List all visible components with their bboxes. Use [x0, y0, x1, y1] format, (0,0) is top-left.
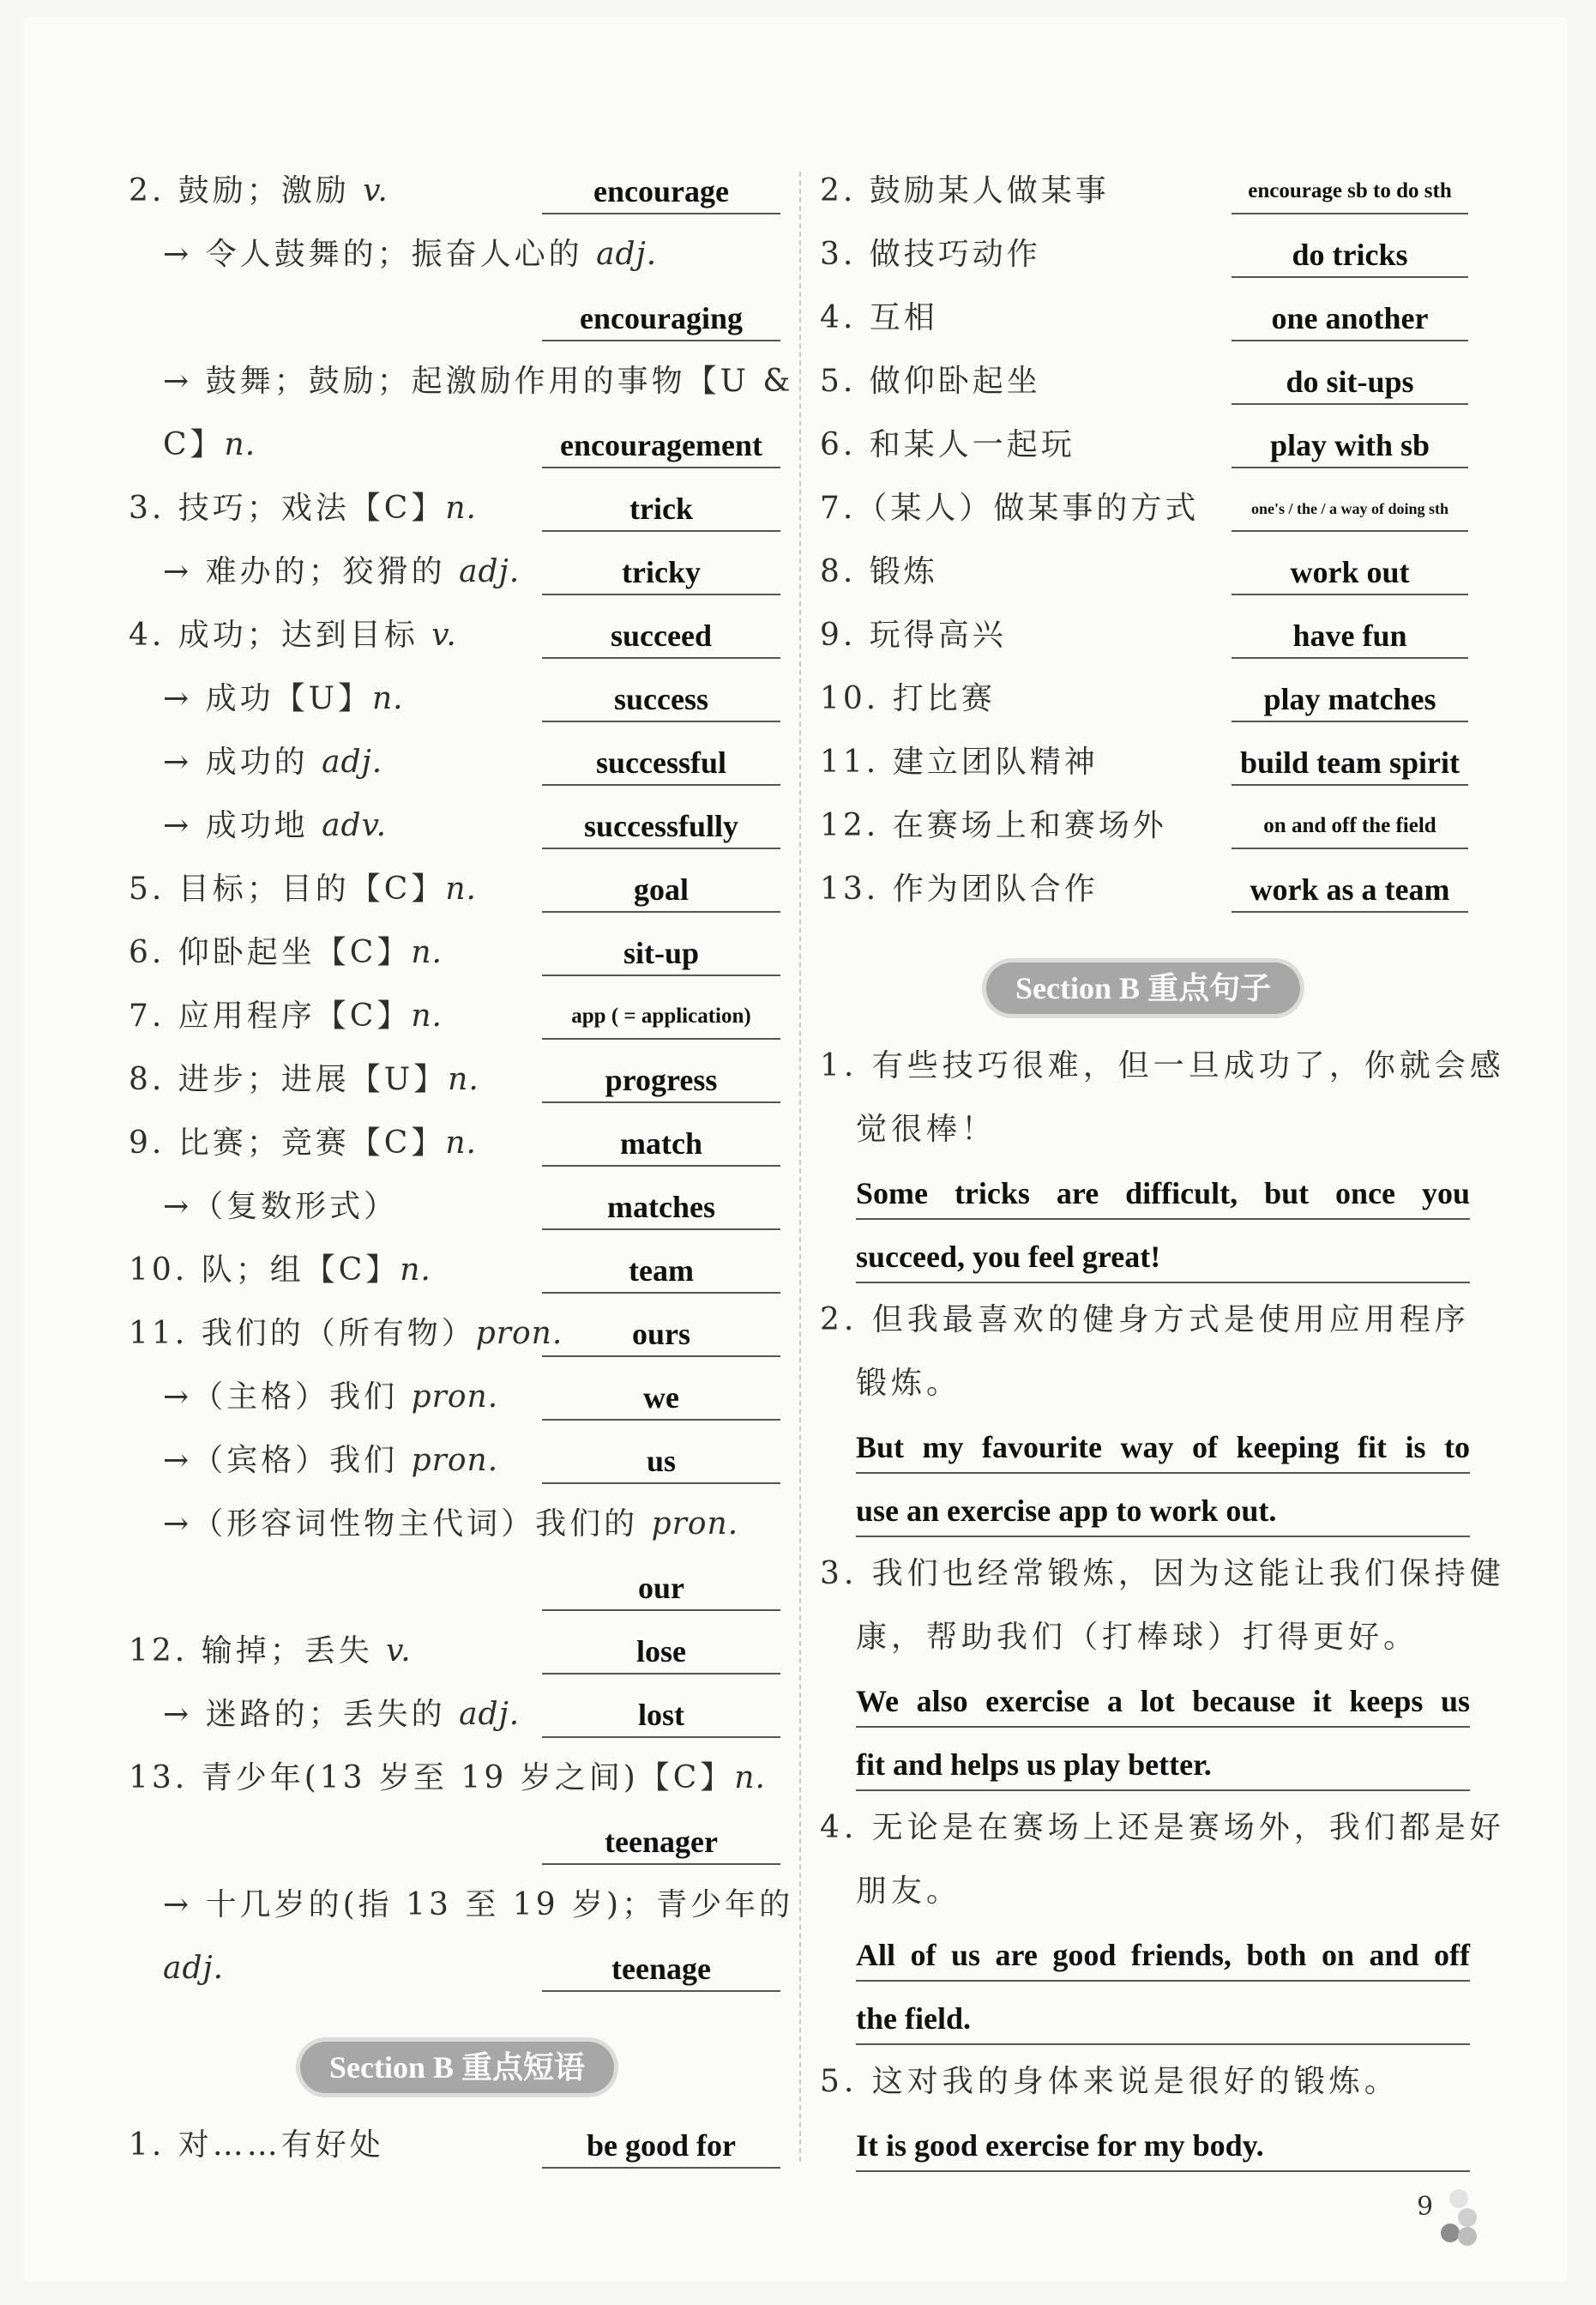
- vocab-prompt: [163, 1937, 224, 2000]
- answer-blank[interactable]: on and off the field: [1232, 794, 1468, 849]
- answer-blank[interactable]: sit-up: [542, 921, 780, 976]
- phrase-prompt: 6. 和某人一起玩: [820, 427, 1075, 462]
- vocab-chinese: C】: [163, 427, 225, 462]
- part-of-speech: adj.: [596, 237, 658, 272]
- vocab-prompt: [129, 604, 457, 667]
- answer-line[interactable]: the field.: [856, 1987, 1470, 2045]
- vocab-prompt: [129, 858, 477, 921]
- answer-blank[interactable]: progress: [542, 1048, 780, 1103]
- vocab-prompt: [163, 413, 256, 477]
- part-of-speech: n.: [224, 427, 256, 462]
- phrase-prompt: 7.（某人）做某事的方式: [820, 491, 1200, 526]
- vocab-prompt: [163, 540, 520, 604]
- vocab-prompt: [129, 477, 477, 540]
- vocab-prompt: [129, 985, 443, 1048]
- answer-blank[interactable]: match: [542, 1112, 780, 1167]
- vocab-chinese: 11. 我们的（所有物）: [129, 1316, 476, 1351]
- answer-blank[interactable]: one's / the / a way of doing sth: [1232, 477, 1468, 532]
- part-of-speech: n.: [448, 1062, 479, 1097]
- vocab-chinese: → 令人鼓舞的；振奋人心的: [163, 237, 597, 272]
- sentence-chinese: 5. 这对我的身体来说是很好的锻炼。: [820, 2064, 1400, 2099]
- vocab-prompt: [163, 1366, 498, 1429]
- vocab-prompt: [129, 1620, 412, 1683]
- vocab-chinese: →（主格）我们: [163, 1379, 412, 1415]
- vocab-chinese: 13. 青少年(13 岁至 19 岁之间)【C】: [129, 1760, 735, 1795]
- answer-blank[interactable]: lose: [542, 1620, 780, 1674]
- vocab-chinese: 10. 队；组【C】: [129, 1252, 401, 1288]
- vocab-chinese: → 鼓舞；鼓励；起激励作用的事物【U &: [163, 364, 794, 399]
- vocab-prompt: [163, 350, 793, 413]
- part-of-speech: n.: [445, 491, 477, 526]
- answer-blank[interactable]: tricky: [542, 540, 780, 595]
- section-heading: Section B 重点短语: [300, 2042, 614, 2093]
- part-of-speech: n.: [371, 681, 404, 716]
- answer-blank[interactable]: trick: [542, 477, 780, 532]
- vocab-chinese: →（宾格）我们: [163, 1443, 412, 1478]
- answer-blank[interactable]: one another: [1232, 287, 1468, 341]
- vocab-prompt: [129, 1747, 766, 1810]
- answer-blank[interactable]: encouragement: [542, 413, 780, 468]
- answer-blank[interactable]: teenage: [542, 1937, 780, 1992]
- vocab-chinese: 3. 技巧；戏法【C】: [129, 491, 446, 526]
- answer-line[interactable]: But my favourite way of keeping fit is to: [856, 1415, 1470, 1474]
- vocab-prompt: [163, 731, 382, 794]
- answer-blank[interactable]: work out: [1232, 540, 1468, 595]
- section-heading: Section B 重点句子: [986, 962, 1300, 1014]
- phrase-prompt: 2. 鼓励某人做某事: [820, 173, 1110, 208]
- decoration-dot-icon: [1458, 2208, 1477, 2227]
- vocab-chinese: →（复数形式）: [163, 1189, 399, 1224]
- phrase-prompt: 4. 互相: [820, 300, 938, 335]
- phrase-prompt: 8. 锻炼: [820, 554, 938, 589]
- answer-line[interactable]: use an exercise app to work out.: [856, 1479, 1470, 1537]
- vocab-prompt: [129, 1112, 477, 1175]
- answer-blank[interactable]: be good for: [542, 2114, 780, 2169]
- vocab-prompt: [129, 1302, 563, 1366]
- answer-line[interactable]: Some tricks are difficult, but once you: [856, 1162, 1470, 1220]
- part-of-speech: v.: [431, 618, 457, 653]
- answer-blank[interactable]: we: [542, 1366, 780, 1421]
- vocab-chinese: 4. 成功；达到目标: [129, 618, 432, 653]
- decoration-dot-icon: [1449, 2189, 1468, 2208]
- part-of-speech: adv.: [322, 808, 388, 843]
- vocab-prompt: [163, 667, 404, 731]
- vocab-prompt: [163, 1175, 398, 1239]
- vocab-chinese: 12. 输掉；丢失: [129, 1633, 387, 1668]
- part-of-speech: n.: [445, 872, 477, 907]
- sentence-chinese: 2. 但我最喜欢的健身方式是使用应用程序: [820, 1302, 1470, 1337]
- sentence-chinese: 康，帮助我们（打棒球）打得更好。: [856, 1620, 1419, 1655]
- part-of-speech: n.: [734, 1760, 766, 1795]
- sentence-chinese: 3. 我们也经常锻炼，因为这能让我们保持健: [820, 1556, 1505, 1591]
- vocab-chinese: 9. 比赛；竞赛【C】: [129, 1125, 446, 1161]
- answer-blank[interactable]: do tricks: [1232, 223, 1468, 278]
- vocab-chinese: → 迷路的；丢失的: [163, 1697, 460, 1732]
- part-of-speech: pron.: [651, 1506, 739, 1542]
- answer-blank[interactable]: ours: [542, 1302, 780, 1357]
- part-of-speech: adj.: [459, 1697, 521, 1732]
- part-of-speech: n.: [445, 1125, 477, 1161]
- answer-line[interactable]: All of us are good friends, both on and off: [856, 1923, 1470, 1982]
- answer-line[interactable]: It is good exercise for my body.: [856, 2114, 1470, 2172]
- vocab-chinese: →（形容词性物主代词）我们的: [163, 1506, 652, 1542]
- vocab-prompt: [129, 921, 443, 985]
- answer-blank[interactable]: succeed: [542, 604, 780, 659]
- sentence-chinese: 朋友。: [856, 1874, 962, 1909]
- part-of-speech: adj.: [459, 554, 521, 589]
- part-of-speech: pron.: [411, 1379, 499, 1415]
- answer-blank[interactable]: lost: [542, 1683, 780, 1738]
- vocab-chinese: → 成功【U】: [163, 681, 372, 716]
- answer-line[interactable]: succeed, you feel great!: [856, 1225, 1470, 1283]
- vocab-chinese: 5. 目标；目的【C】: [129, 872, 446, 907]
- decoration-dot-icon: [1458, 2227, 1477, 2246]
- phrase-prompt: 9. 玩得高兴: [820, 618, 1007, 653]
- answer-blank[interactable]: encourage: [542, 160, 780, 214]
- vocab-chinese: 8. 进步；进展【U】: [129, 1062, 449, 1097]
- vocab-chinese: 2. 鼓励；激励: [129, 173, 364, 208]
- vocab-prompt: [163, 1493, 738, 1556]
- page-number: 9: [1417, 2192, 1434, 2222]
- vocab-prompt: [163, 223, 657, 287]
- answer-blank[interactable]: do sit-ups: [1232, 350, 1468, 405]
- answer-blank[interactable]: work as a team: [1232, 858, 1468, 913]
- answer-blank[interactable]: team: [542, 1239, 780, 1294]
- answer-blank[interactable]: play with sb: [1232, 413, 1468, 468]
- answer-line[interactable]: fit and helps us play better.: [856, 1733, 1470, 1791]
- answer-blank[interactable]: successful: [542, 731, 780, 786]
- answer-line[interactable]: We also exercise a lot because it keeps us: [856, 1669, 1470, 1728]
- sentence-chinese: 锻炼。: [856, 1366, 962, 1401]
- answer-blank[interactable]: matches: [542, 1175, 780, 1230]
- vocab-prompt: [129, 1048, 479, 1112]
- vocab-prompt: [163, 1429, 498, 1493]
- part-of-speech: n.: [411, 935, 443, 970]
- answer-blank[interactable]: goal: [542, 858, 780, 913]
- answer-blank[interactable]: encourage sb to do sth: [1232, 160, 1468, 214]
- answer-blank[interactable]: teenager: [542, 1810, 780, 1865]
- phrase-prompt: 10. 打比赛: [820, 681, 996, 716]
- vocab-prompt: [129, 160, 388, 223]
- vocab-prompt: [129, 1239, 431, 1302]
- part-of-speech: pron.: [411, 1443, 499, 1478]
- answer-blank[interactable]: play matches: [1232, 667, 1468, 722]
- part-of-speech: pron.: [475, 1316, 563, 1351]
- answer-blank[interactable]: us: [542, 1429, 780, 1484]
- answer-blank[interactable]: app ( = application): [542, 985, 780, 1040]
- decoration-dot-icon: [1441, 2224, 1460, 2242]
- phrase-prompt: 13. 作为团队合作: [820, 872, 1099, 907]
- vocab-prompt: [163, 1874, 793, 1937]
- part-of-speech: n.: [400, 1252, 431, 1288]
- sentence-chinese: 1. 有些技巧很难，但一旦成功了，你就会感: [820, 1048, 1505, 1083]
- part-of-speech: n.: [411, 999, 443, 1034]
- phrase-prompt: 11. 建立团队精神: [820, 745, 1099, 780]
- part-of-speech: v.: [386, 1633, 412, 1668]
- answer-blank[interactable]: our: [542, 1556, 780, 1611]
- vocab-prompt: [163, 794, 387, 858]
- vocab-chinese: → 成功地: [163, 808, 322, 843]
- answer-blank[interactable]: success: [542, 667, 780, 722]
- phrase-prompt: 1. 对……有好处: [129, 2127, 384, 2163]
- vocab-chinese: → 十几岁的(指 13 至 19 岁)；青少年的: [163, 1887, 794, 1922]
- sentence-chinese: 4. 无论是在赛场上还是赛场外，我们都是好: [820, 1810, 1505, 1845]
- phrase-prompt: 3. 做技巧动作: [820, 237, 1041, 272]
- answer-blank[interactable]: encouraging: [542, 287, 780, 341]
- vocab-chinese: → 成功的: [163, 745, 322, 780]
- vocab-chinese: 7. 应用程序【C】: [129, 999, 412, 1034]
- vocab-chinese: → 难办的；狡猾的: [163, 554, 460, 589]
- phrase-prompt: 12. 在赛场上和赛场外: [820, 808, 1167, 843]
- part-of-speech: adj.: [163, 1951, 225, 1986]
- part-of-speech: adj.: [322, 745, 383, 780]
- vocab-prompt: [163, 1683, 520, 1747]
- answer-blank[interactable]: successfully: [542, 794, 780, 849]
- answer-blank[interactable]: build team spirit: [1232, 731, 1468, 786]
- sentence-chinese: 觉很棒！: [856, 1112, 997, 1147]
- phrase-prompt: 5. 做仰卧起坐: [820, 364, 1041, 399]
- vocab-chinese: 6. 仰卧起坐【C】: [129, 935, 412, 970]
- answer-blank[interactable]: have fun: [1232, 604, 1468, 659]
- column-divider: [799, 172, 801, 2162]
- part-of-speech: v.: [363, 173, 388, 208]
